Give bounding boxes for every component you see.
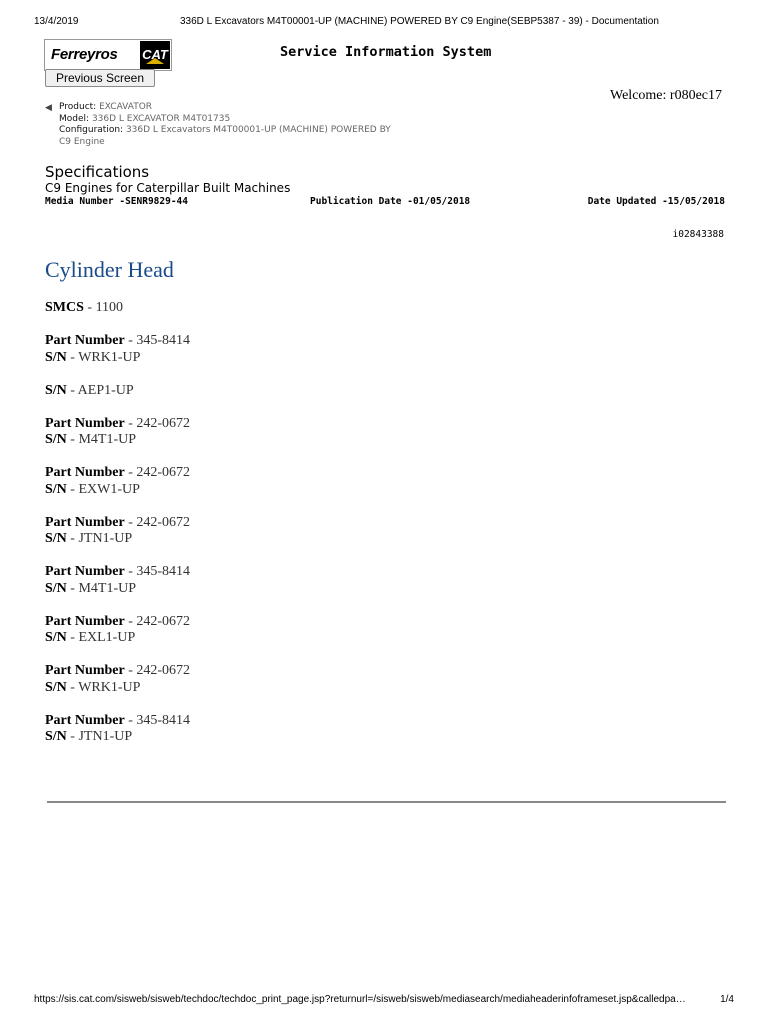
part-number-line bbox=[45, 465, 695, 482]
configuration-value-cont: C9 Engine bbox=[59, 136, 105, 147]
print-title: 336D L Excavators M4T00001-UP (MACHINE) POWERED BY C9 Engine(SEBP5387 - 39) - Documentation bbox=[180, 16, 659, 27]
sn-value: - WRK1-UP bbox=[66, 679, 141, 695]
sn-value: - EXL1-UP bbox=[66, 630, 136, 645]
product-label: Product: bbox=[59, 102, 97, 112]
cat-logo bbox=[140, 41, 170, 69]
part-number-line bbox=[45, 614, 695, 631]
print-url: https://sis.cat.com/sisweb/sisweb/techdoc/techdoc_print_page.jsp?returnurl=/sisweb/sisweb/mediasearch/mediaheaderinfoframeset.jsp&calledpa… bbox=[34, 994, 686, 1005]
part-number-line bbox=[45, 663, 695, 680]
date-updated: Date Updated -15/05/2018 bbox=[587, 196, 725, 207]
sn-label: S/N bbox=[45, 382, 67, 398]
part-number-line bbox=[45, 564, 695, 581]
sn-label: S/N bbox=[45, 679, 67, 695]
specifications-subtitle: C9 Engines for Caterpillar Built Machines bbox=[45, 181, 291, 195]
media-info-row bbox=[45, 196, 725, 208]
sn-value: - JTN1-UP bbox=[66, 531, 133, 546]
sn-label: S/N bbox=[45, 531, 67, 546]
document-content bbox=[45, 300, 695, 746]
document-id: i02843388 bbox=[672, 229, 724, 240]
previous-screen-button[interactable]: Previous Screen bbox=[45, 69, 155, 87]
part-number-line bbox=[45, 416, 695, 433]
print-header bbox=[34, 16, 734, 30]
publication-date: Publication Date -01/05/2018 bbox=[310, 196, 471, 207]
sn-label: S/N bbox=[45, 349, 67, 365]
part-number-label: Part Number bbox=[45, 613, 125, 629]
model-value: 336D L EXCAVATOR M4T01735 bbox=[91, 113, 231, 124]
sn-value: - M4T1-UP bbox=[66, 580, 137, 596]
smcs-line bbox=[45, 300, 695, 317]
part-number-value: - 345-8414 bbox=[124, 333, 191, 348]
content-divider bbox=[47, 801, 726, 803]
part-number-line bbox=[45, 713, 695, 730]
configuration-value: 336D L Excavators M4T00001-UP (MACHINE) POWERED BY bbox=[125, 125, 391, 135]
sn-line bbox=[45, 531, 695, 548]
sn-line bbox=[45, 432, 695, 449]
sn-label: S/N bbox=[45, 432, 67, 447]
part-number-value: - 242-0672 bbox=[124, 415, 191, 431]
part-number-line bbox=[45, 333, 695, 350]
smcs-value: - 1100 bbox=[83, 300, 124, 315]
ferreyros-cat-logo bbox=[44, 39, 172, 71]
sn-line bbox=[45, 729, 695, 746]
specifications-heading: Specifications bbox=[45, 163, 150, 181]
document-title: Cylinder Head bbox=[45, 257, 174, 282]
cat-logo-text: CAT bbox=[142, 47, 168, 62]
sn-label: S/N bbox=[45, 630, 67, 645]
sn-value: - M4T1-UP bbox=[66, 432, 137, 447]
model-line bbox=[59, 114, 445, 126]
ferreyros-logo-text: Ferreyros bbox=[51, 46, 118, 63]
part-number-value: - 345-8414 bbox=[124, 712, 191, 728]
model-label: Model: bbox=[59, 113, 90, 124]
sn-line bbox=[45, 482, 695, 499]
media-number: Media Number -SENR9829-44 bbox=[45, 196, 188, 207]
chevron-left-icon[interactable]: ◀ bbox=[45, 103, 52, 113]
configuration-label: Configuration: bbox=[59, 125, 124, 135]
sn-line bbox=[45, 630, 695, 647]
print-date: 13/4/2019 bbox=[34, 16, 79, 27]
smcs-label: SMCS bbox=[45, 300, 84, 315]
sn-value: - AEP1-UP bbox=[66, 382, 134, 398]
sn-value: - JTN1-UP bbox=[66, 729, 133, 744]
welcome-text: Welcome: r080ec17 bbox=[610, 88, 722, 103]
product-value: EXCAVATOR bbox=[99, 102, 153, 112]
part-number-label: Part Number bbox=[45, 564, 125, 579]
sn-line bbox=[45, 581, 695, 598]
configuration-line bbox=[59, 125, 445, 137]
configuration-line-2 bbox=[59, 137, 445, 149]
sn-value: - EXW1-UP bbox=[66, 481, 140, 497]
part-number-label: Part Number bbox=[45, 712, 125, 728]
part-number-line bbox=[45, 515, 695, 532]
sn-value: - WRK1-UP bbox=[66, 349, 141, 365]
print-footer bbox=[34, 994, 734, 1008]
sn-label: S/N bbox=[45, 580, 67, 596]
sn-line bbox=[45, 350, 695, 367]
sn-line bbox=[45, 383, 695, 400]
part-number-label: Part Number bbox=[45, 514, 125, 530]
product-info bbox=[45, 102, 445, 148]
sn-label: S/N bbox=[45, 481, 67, 497]
part-number-label: Part Number bbox=[45, 663, 125, 678]
part-number-value: - 345-8414 bbox=[124, 564, 191, 579]
part-number-value: - 242-0672 bbox=[124, 663, 191, 678]
part-number-value: - 242-0672 bbox=[124, 465, 191, 480]
part-number-value: - 242-0672 bbox=[124, 613, 191, 629]
part-number-label: Part Number bbox=[45, 465, 125, 480]
sn-label: S/N bbox=[45, 729, 67, 744]
product-line bbox=[59, 102, 445, 114]
system-title: Service Information System bbox=[280, 44, 492, 60]
part-number-label: Part Number bbox=[45, 415, 125, 431]
part-number-value: - 242-0672 bbox=[124, 514, 191, 530]
part-number-label: Part Number bbox=[45, 333, 125, 348]
page-number: 1/4 bbox=[720, 994, 734, 1005]
sn-line bbox=[45, 680, 695, 697]
